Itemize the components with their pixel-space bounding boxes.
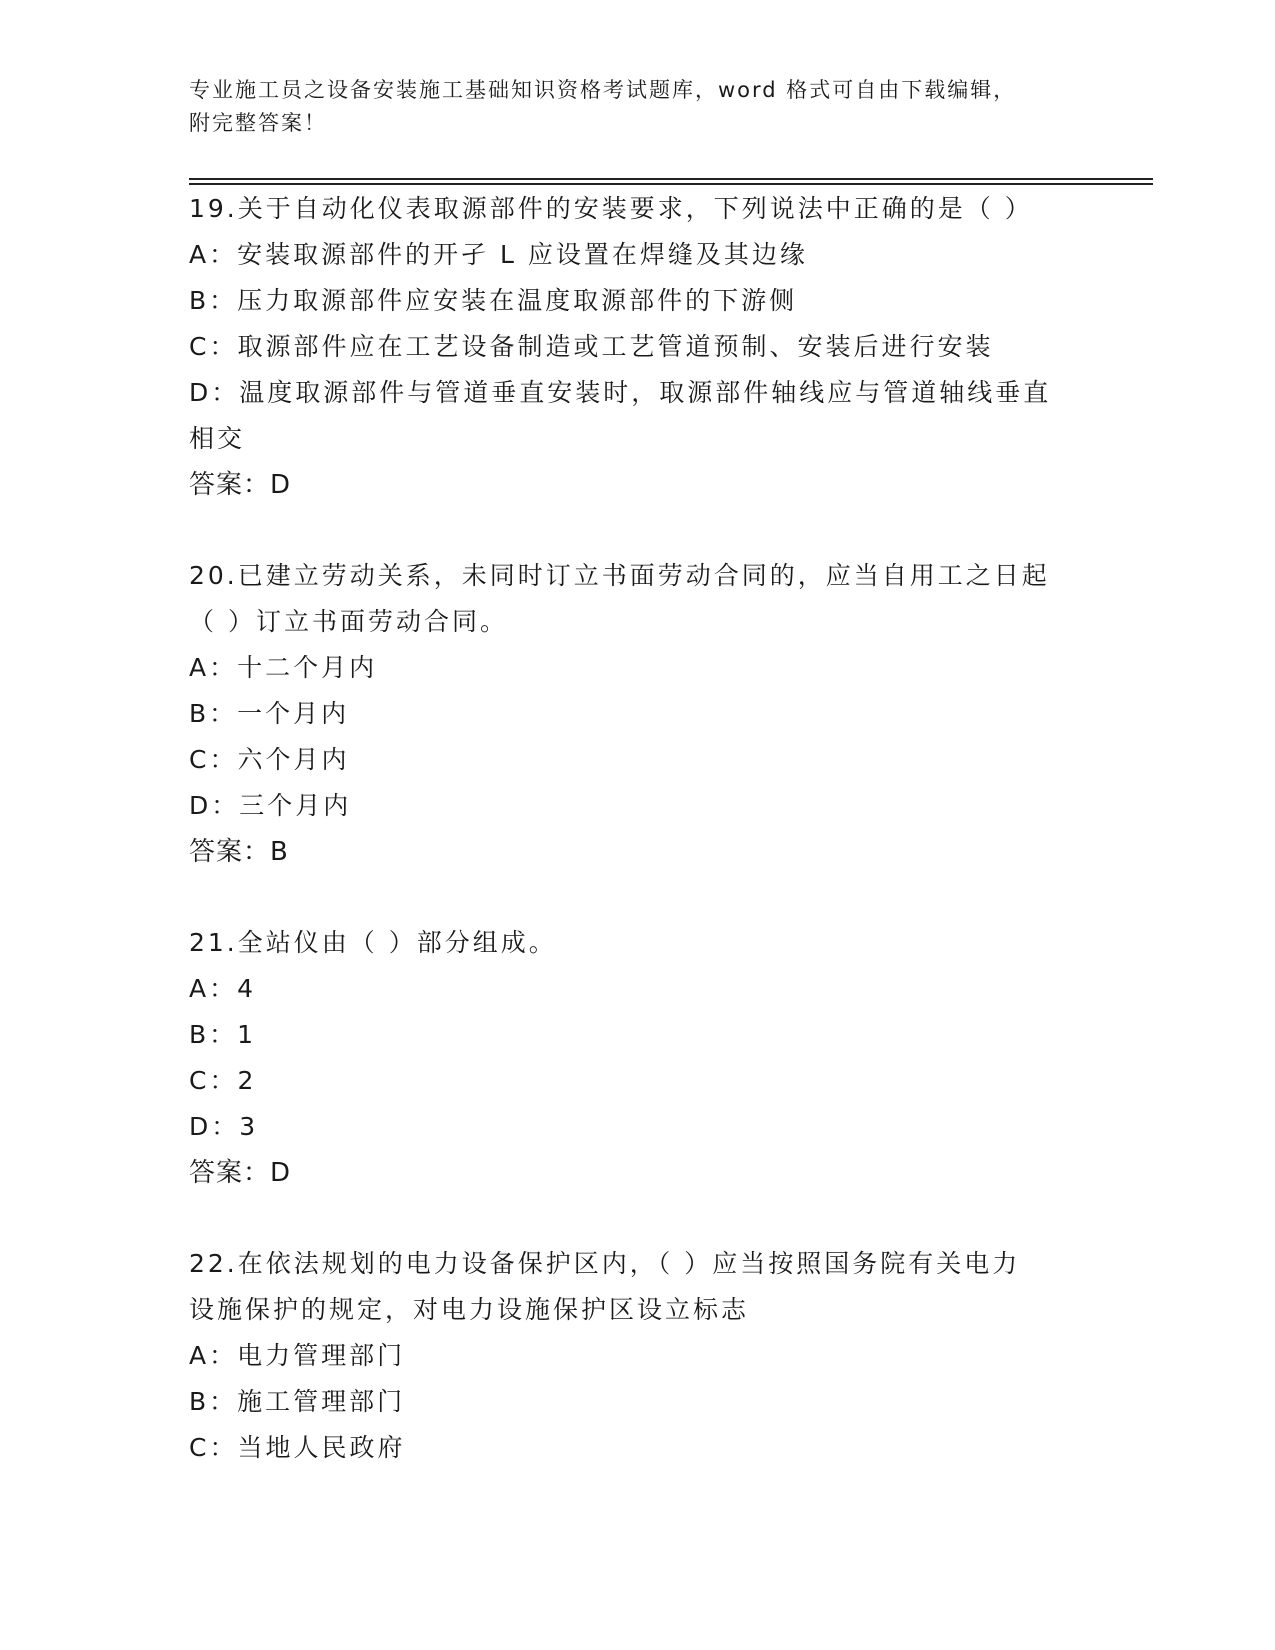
option-a: A：4 (189, 974, 257, 1003)
option-b: B：1 (189, 1020, 257, 1049)
answer: 答案：B (189, 837, 289, 867)
answer: 答案：D (189, 1158, 292, 1188)
option-d: D：三个月内 (189, 791, 352, 820)
question-stem-continued: 设施保护的规定，对电力设施保护区设立标志 (189, 1295, 750, 1324)
answer: 答案：D (189, 470, 292, 500)
question-stem: 22.在依法规划的电力设备保护区内，（ ）应当按照国务院有关电力 (189, 1249, 1021, 1278)
option-c: C：取源部件应在工艺设备制造或工艺管道预制、安装后进行安装 (189, 332, 994, 361)
option-b: B：一个月内 (189, 699, 350, 728)
option-b: B：施工管理部门 (189, 1387, 406, 1416)
question-19 (189, 186, 1089, 508)
document-header: 专业施工员之设备安装施工基础知识资格考试题库，word 格式可自由下载编辑， 附完整答案！ (189, 78, 1017, 135)
question-stem: 21.全站仪由（ ）部分组成。 (189, 928, 557, 957)
option-b: B：压力取源部件应安装在温度取源部件的下游侧 (189, 286, 798, 315)
option-d: D：温度取源部件与管道垂直安装时，取源部件轴线应与管道轴线垂直 (189, 378, 1052, 407)
option-c: C：当地人民政府 (189, 1433, 406, 1462)
option-c: C：2 (189, 1066, 257, 1095)
option-a: A：十二个月内 (189, 653, 378, 682)
option-d-continued: 相交 (189, 424, 246, 453)
option-d: D：3 (189, 1112, 259, 1141)
option-a: A：电力管理部门 (189, 1341, 406, 1370)
option-a: A：安装取源部件的开孑 L 应设置在焊缝及其边缘 (189, 240, 808, 269)
question-21 (189, 920, 1089, 1196)
question-stem: 20.已建立劳动关系，未同时订立书面劳动合同的，应当自用工之日起 (189, 561, 1050, 590)
header-rule-top (189, 178, 1153, 180)
question-20 (189, 553, 1089, 875)
question-stem-continued: （ ）订立书面劳动合同。 (189, 607, 508, 636)
header-rule-bottom (189, 183, 1153, 185)
option-c: C：六个月内 (189, 745, 350, 774)
question-stem: 19.关于自动化仪表取源部件的安装要求，下列说法中正确的是（ ） (189, 194, 1033, 223)
question-22 (189, 1241, 1089, 1471)
